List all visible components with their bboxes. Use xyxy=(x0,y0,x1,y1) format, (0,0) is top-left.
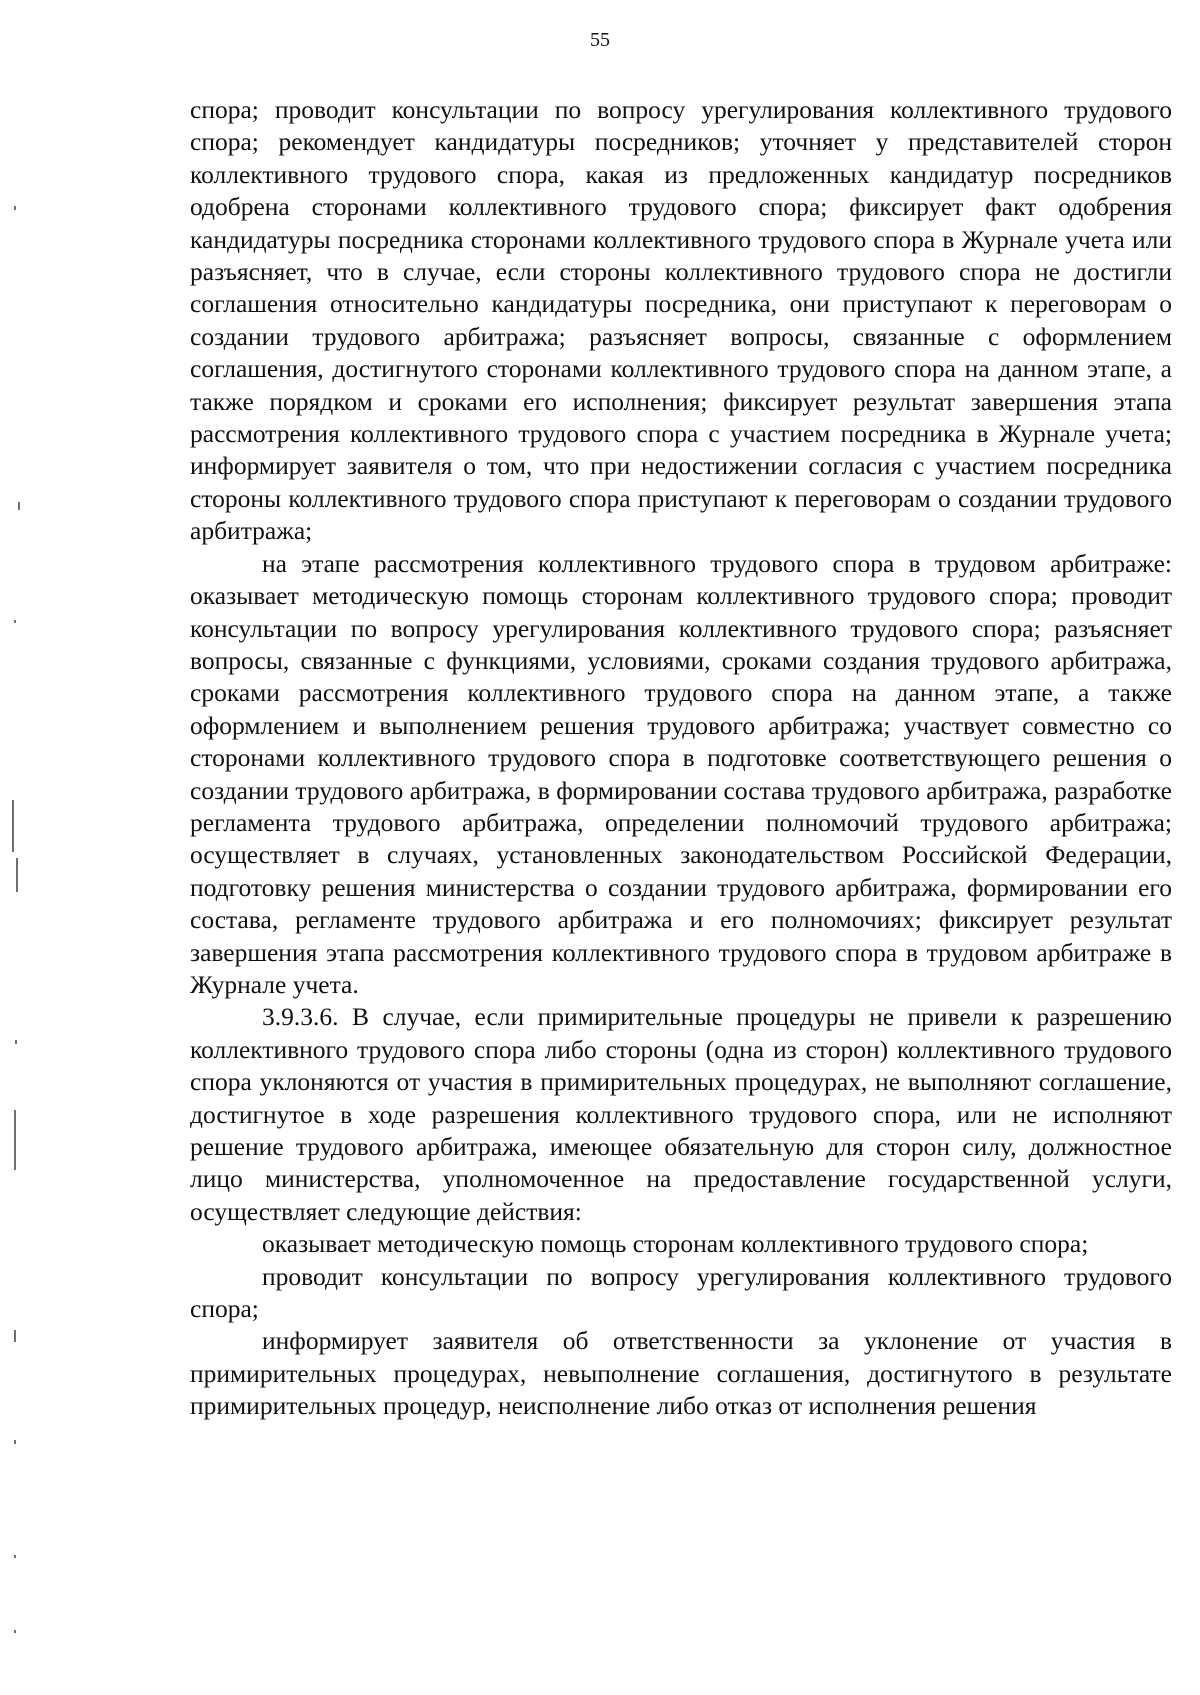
document-body xyxy=(190,94,1172,1423)
paragraph-6: информирует заявителя об ответственности за уклонение от участия в примирительных процедурах, невыполнение соглашения, достигнутого в результате примирительных процедур, неисполнение либо отказ от исполнения решения xyxy=(190,1326,1172,1421)
scan-artifact xyxy=(14,206,16,210)
scan-artifact xyxy=(14,1110,16,1170)
scan-artifact xyxy=(18,502,20,510)
scan-artifact xyxy=(14,1440,16,1444)
scan-artifact xyxy=(14,1555,16,1558)
scan-artifact xyxy=(14,620,16,623)
paragraph-1: спора; проводит консультации по вопросу урегулирования коллективного трудового спора; рекомендует кандидатуры посредников; уточняет у представителей сторон коллективного трудового спора, какая из предложенных кандидатур посредников одобрена сторонами коллективного трудового спора; фиксирует факт одобрения кандидатуры посредника сторонами коллективного трудового спора в Журнале учета или разъясняет, что в случае, если стороны коллективного трудового спора не достигли соглашения относительно кандидатуры посредника, они приступают к переговорам о создании трудового арбитража; разъясняет вопросы, связанные с оформлением соглашения, достигнутого сторонами коллективного трудового спора на данном этапе, а также порядком и сроками его исполнения; фиксирует результат завершения этапа рассмотрения коллективного трудового спора с участием посредника в Журнале учета; информирует заявителя о том, что при недостижении согласия с участием посредника стороны коллективного трудового спора приступают к переговорам о создании трудового арбитража; xyxy=(190,95,1172,546)
scan-artifact xyxy=(14,1330,16,1342)
paragraph-2: на этапе рассмотрения коллективного трудового спора в трудовом арбитраже: оказывает методическую помощь сторонам коллективного трудового спора; проводит консультации по вопросу урегулирования коллективного трудового спора; разъясняет вопросы, связанные с функциями, условиями, сроками создания трудового арбитража, сроками рассмотрения коллективного трудового спора на данном этапе, а также оформлением и выполнением решения трудового арбитража; участвует совместно со сторонами коллективного трудового спора в подготовке соответствующего решения о создании трудового арбитража, в формировании состава трудового арбитража, разработке регламента трудового арбитража, определении полномочий трудового арбитража; осуществляет в случаях, установленных законодательством Российской Федерации, подготовку решения министерства о создании трудового арбитража, формировании его состава, регламенте трудового арбитража и его полномочиях; фиксирует результат завершения этапа рассмотрения коллективного трудового спора в трудовом арбитраже в Журнале учета. xyxy=(190,548,1172,999)
paragraph-5: проводит консультации по вопросу урегулирования коллективного трудового спора; xyxy=(190,1261,1172,1324)
scan-artifact xyxy=(15,1040,17,1044)
scan-artifact xyxy=(12,800,14,852)
scan-artifact xyxy=(14,1630,16,1633)
page-number: 55 xyxy=(590,29,610,51)
paragraph-3: 3.9.3.6. В случае, если примирительные процедуры не привели к разрешению коллективного трудового спора либо стороны (одна из сторон) коллективного трудового спора уклоняются от участия в примирительных процедурах, не выполняют соглашение, достигнутое в ходе разрешения коллективного трудового спора, или не исполняют решение трудового арбитража, имеющее обязательную для сторон силу, должностное лицо министерства, уполномоченное на предоставление государственной услуги, осуществляет следующие действия: xyxy=(190,1002,1172,1226)
paragraph-4: оказывает методическую помощь сторонам коллективного трудового спора; xyxy=(262,1229,1089,1259)
scan-artifact xyxy=(16,858,18,892)
